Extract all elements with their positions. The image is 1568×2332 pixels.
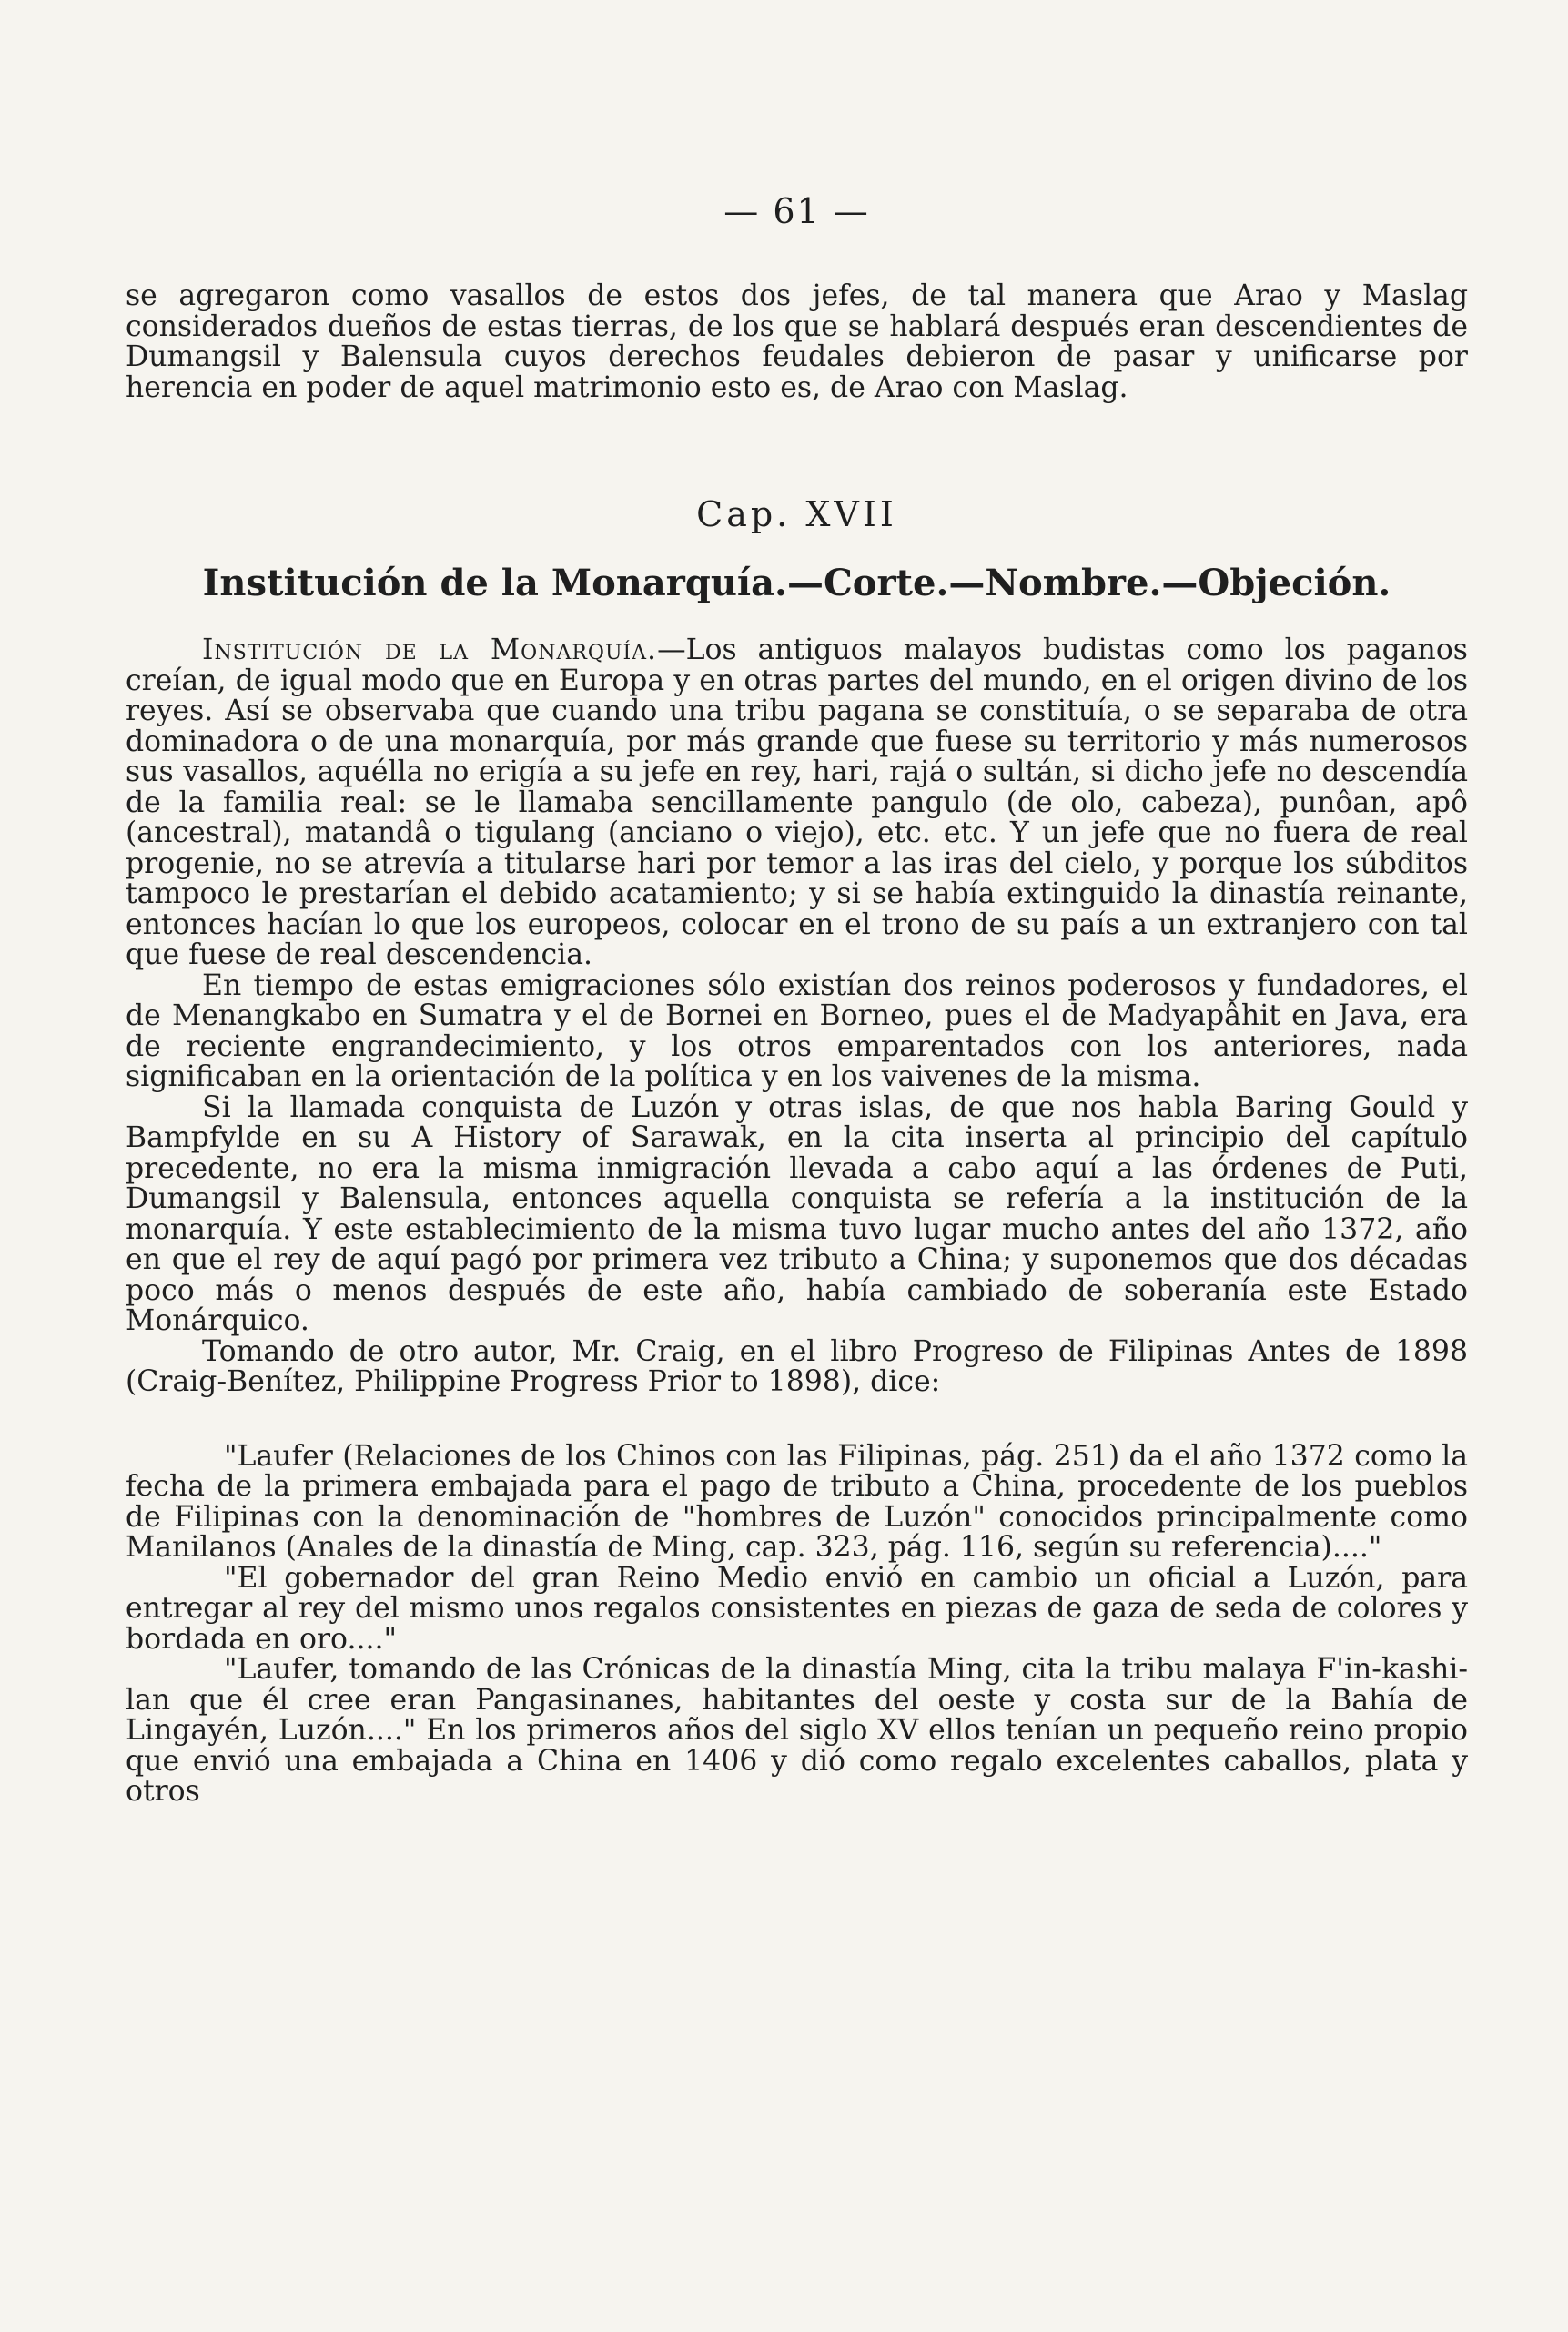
quote-paragraph-1: "Laufer (Relaciones de los Chinos con las Filipinas, pág. 251) da el año 1372 como la fecha de la primera embajada para el pago de tributo a China, procedente de los pueblos de Filipinas con la denominación de "hombres de Luzón" conocidos principalmente como Manilanos (Anales de la dinastía de Ming, cap. 323, pág. 116, según su referencia)...."	[126, 1439, 1468, 1564]
body-paragraph-3: Si la llamada conquista de Luzón y otras islas, de que nos habla Baring Gould y Bampfylde en su A History of Sarawak, en la cita inserta al principio del capítulo precedente, no era la misma inmigración llevada a cabo aquí a las órdenes de Puti, Dumangsil y Balensula, entonces aquella conquista se refería a la institución de la monarquía. Y este establecimiento de la misma tuvo lugar mucho antes del año 1372, año en que el rey de aquí pagó por primera vez tributo a China; y suponemos que dos décadas poco más o menos después de este año, había cambiado de soberanía este Estado Monárquico.	[126, 1090, 1468, 1337]
quote-paragraph-2: "El gobernador del gran Reino Medio envió en cambio un oficial a Luzón, para entregar al rey del mismo unos regalos consistentes en piezas de gaza de seda de colores y bordada en oro...."	[126, 1561, 1468, 1656]
intro-paragraph: se agregaron como vasallos de estos dos jefes, de tal manera que Arao y Maslag considerados dueños de estas tierras, de los que se hablará después eran descendientes de Dumangsil y Balensula cuyos derechos feudales debieron de pasar y unificarse por herencia en poder de aquel matrimonio esto es, de Arao con Maslag.	[126, 279, 1468, 404]
quote-block	[126, 1439, 1468, 1808]
body-paragraph-1-text: —Los antiguos malayos budistas como los paganos creían, de igual modo que en Europa y en otras partes del mundo, en el origen divino de los reyes. Así se observaba que cuando una tribu pagana se constituía, o se separaba de otra dominadora o de una monarquía, por más grande que fuese su territorio y más numerosos sus vasallos, aquélla no erigía a su jefe en rey, hari, rajá o sultán, si dicho jefe no descendía de la familia real: se le llamaba sencillamente pangulo (de olo, cabeza), punôan, apô (ancestral), matandâ o tigulang (anciano o viejo), etc. etc. Y un jefe que no fuera de real progenie, no se atrevía a titularse hari por temor a las iras del cielo, y porque los súbditos tampoco le prestarían el debido acatamiento; y si se había extinguido la dinastía reinante, entonces hacían lo que los europeos, colocar en el trono de su país a un extranjero con tal que fuese de real descendencia.	[126, 634, 1468, 971]
chapter-title: Institución de la Monarquía.—Corte.—Nombre.—Objeción.	[202, 562, 1391, 604]
quote-paragraph-3: "Laufer, tomando de las Crónicas de la dinastía Ming, cita la tribu malaya F'in-kashi-lan que él cree eran Pangasinanes, habitantes del oeste y costa sur de la Bahía de Lingayén, Luzón...." En los primeros años del siglo XV ellos tenían un pequeño reino propio que envió una embajada a China en 1406 y dió como regalo excelentes caballos, plata y otros	[126, 1653, 1468, 1808]
body-paragraph-1	[126, 635, 1468, 971]
body-paragraph-2: En tiempo de estas emigraciones sólo existían dos reinos poderosos y fundadores, el de Menangkabo en Sumatra y el de Bornei en Borneo, pues el de Madyapâhit en Java, era de reciente engrandecimiento, y los otros emparentados con los anteriores, nada significaban en la orientación de la política y en los vaivenes de la misma.	[126, 968, 1468, 1093]
page-number: — 61 —	[723, 191, 870, 231]
chapter-label: Cap. XVII	[696, 494, 897, 534]
section-lead: Institución de la Monarquía.	[202, 634, 658, 666]
body-paragraph-4: Tomando de otro autor, Mr. Craig, en el libro Progreso de Filipinas Antes de 1898 (Craig-Benítez, Philippine Progress Prior to 1898), dice:	[126, 1334, 1468, 1398]
